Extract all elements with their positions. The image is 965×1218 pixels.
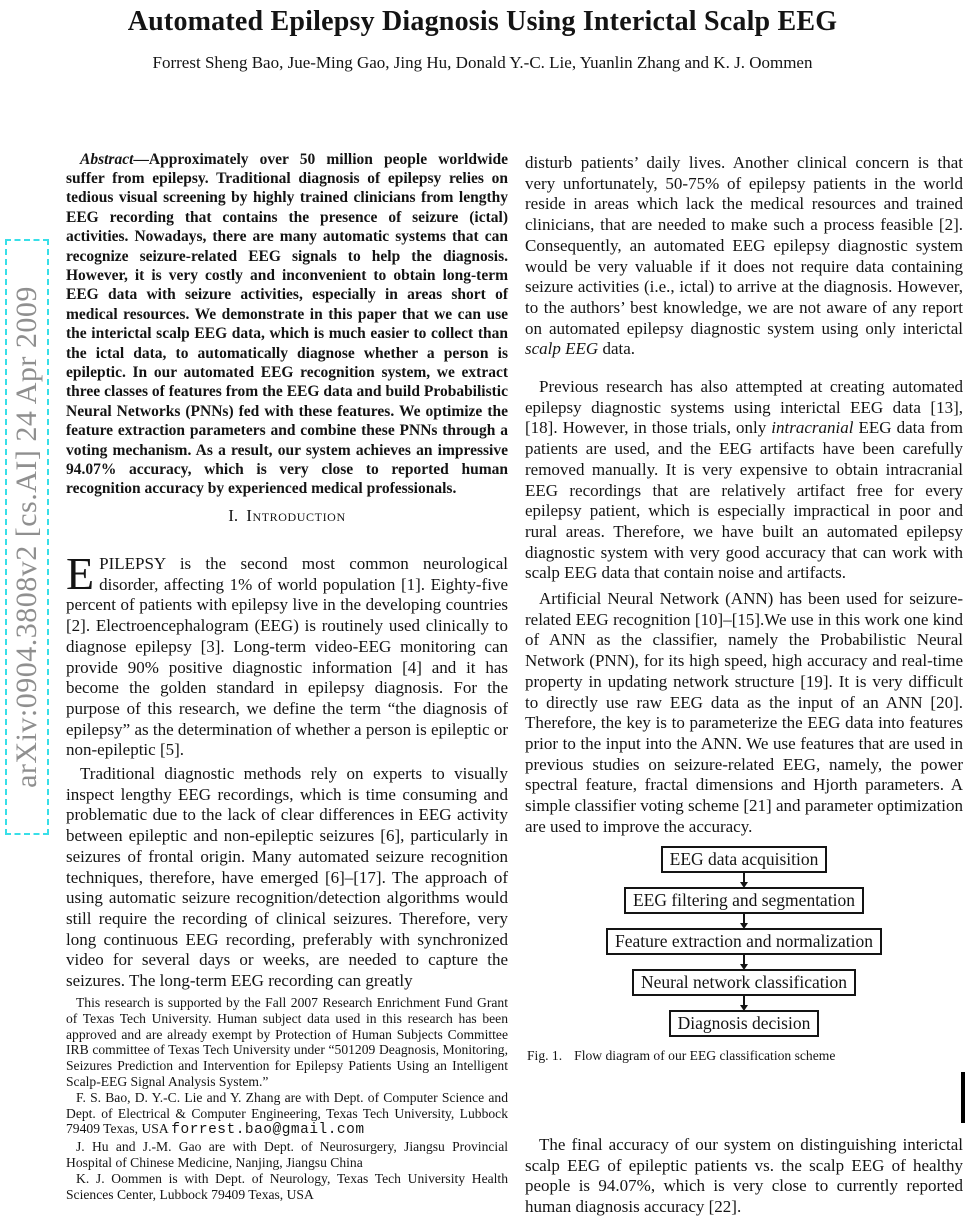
figure-1-caption-text: Flow diagram of our EEG classification scheme <box>574 1048 836 1063</box>
arxiv-id-label: arXiv:0904.3808v2 [cs.AI] 24 Apr 2009 <box>10 286 43 788</box>
section-number: I. <box>228 506 239 525</box>
section-title: Introduction <box>246 506 346 525</box>
paper-title: Automated Epilepsy Diagnosis Using Interictal Scalp EEG <box>127 6 838 37</box>
scan-artifact-bar <box>961 1072 965 1123</box>
flow-box-diagnosis-decision: Diagnosis decision <box>669 1010 820 1037</box>
figure-1-flow-diagram <box>525 846 963 1037</box>
flow-box-neural-network-classification: Neural network classification <box>632 969 856 996</box>
author-email: forrest.bao@gmail.com <box>171 1122 365 1139</box>
flow-box-feature-extraction: Feature extraction and normalization <box>606 928 882 955</box>
right-paragraph-1 <box>525 153 963 360</box>
abstract-paragraph <box>66 150 508 499</box>
right-paragraph-3: Artificial Neural Network (ANN) has been used for seizure-related EEG recognition [10]–[15].We use in this work one kind of ANN as the classifier, namely the Probabilistic Neural Network (PNN), for its high speed, high accuracy and real-time property in updating network structure [19]. It is very difficult to directly use raw EEG data as the input of an ANN [20]. Therefore, the key is to parameterize the EEG data into features prior to the input into the ANN. We use features that are used in previous studies on seizure-related EEG, namely, the power spectral feature, fractal dimensions and Hjorth parameters. A simple classifier voting scheme [21] and parameter optimization are used to improve the accuracy. <box>525 589 963 836</box>
abstract-text: —Approximately over 50 million people worldwide suffer from epilepsy. Traditional diagnosis of epilepsy relies on tedious visual screening by highly trained clinicians from lengthy EEG recording that contains the presence of seizure (ictal) activities. Nowadays, there are many automatic systems that can recognize seizure-related EEG signals to help the diagnosis. However, it is very costly and inconvenient to obtain long-term EEG data with seizure activities, especially in areas short of medical resources. We demonstrate in this paper that we can use the interictal scalp EEG data, which is much easier to collect than the ictal data, to automatically diagnose whether a person is epileptic. In our automated EEG recognition system, we extract three classes of features from the EEG data and build Probabilistic Neural Networks (PNNs) fed with these features. We optimize the feature extraction parameters and combine these PNNs through a voting mechanism. As a result, our system achieves an impressive 94.07% accuracy, which is very close to reported human recognition accuracy by experienced medical professionals. <box>66 150 508 498</box>
flow-box-eeg-data-acquisition: EEG data acquisition <box>661 846 828 873</box>
right-paragraph-2-pre: Previous research has also attempted at creating automated epilepsy diagnostic systems using interictal EEG data [13], [18]. However, in those trials, only <box>525 377 963 438</box>
flow-box-eeg-filtering-segmentation: EEG filtering and segmentation <box>624 887 864 914</box>
intracranial-italic: intracranial <box>771 418 854 438</box>
right-paragraph-2-post: EEG data from patients are used, and the EEG artifacts have been carefully removed manually. It is very expensive to obtain intracranial EEG recordings that are relatively artifact free for every epilepsy patient, which is especially impractical in poor and rural areas. Therefore, we have built an automated epilepsy diagnostic system with very good accuracy that can work with scalp EEG data that contain noise and artifacts. <box>525 418 963 583</box>
intro-paragraph-1-text: PILEPSY is the second most common neurological disorder, affecting 1% of world population [1]. Eighty-five percent of patients with epilepsy live in the developing countries [2]. Electroencephalogram (EEG) is routinely used clinically to diagnose epilepsy [3]. Long-term video-EEG monitoring can provide 90% positive diagnostic information [4] and it has become the golden standard in epilepsy diagnosis. For the purpose of this research, we define the term “the diagnosis of epilepsy” as the determination of whether a person is epileptic or non-epileptic [5]. <box>66 554 508 760</box>
drop-cap: E <box>66 548 95 599</box>
scalp-eeg-italic: scalp EEG <box>525 339 599 359</box>
right-paragraph-2 <box>525 377 963 584</box>
flow-arrow-down-icon <box>743 996 745 1005</box>
footnote-affiliation-1-text: F. S. Bao, D. Y.-C. Lie and Y. Zhang are with Dept. of Computer Science and Dept. of Electrical & Computer Engineering, Texas Tech University, Lubbock 79409 Texas, USA <box>66 1089 508 1137</box>
intro-paragraph-2: Traditional diagnostic methods rely on experts to visually inspect lengthy EEG recordings, which is time consuming and problematic due to the lack of clear differences in EEG activity between epileptic and non-epileptic seizures [6], particularly in seizures of frontal origin. Many automated seizure recognition techniques, therefore, have emerged [6]–[17]. The approach of using automatic seizure recognition/detection algorithms would still require the recording of clinical seizures. Therefore, very long continuous EEG recording, preferably with synchronized video for several days or weeks, are needed to capture the seizures. The long-term EEG recording can greatly <box>66 764 508 991</box>
footnote-affiliation-1 <box>66 1090 508 1139</box>
intro-paragraph-1 <box>66 548 508 761</box>
arxiv-watermark-box <box>5 239 49 835</box>
figure-1-caption-label: Fig. 1. <box>527 1048 563 1063</box>
footnote-funding: This research is supported by the Fall 2007 Research Enrichment Fund Grant of Texas Tech University. Human subject data used in this research has been approved and are already exempt by Protection of Human Subjects Committee IRB committee of Texas Tech University under “501209 Deagnosis, Monitoring, Seizures Prediction and Intervention for Epilepsy Patients Using an Intelligent Scalp-EEG Signal Analysis System.” <box>66 995 508 1089</box>
right-paragraph-1-pre: disturb patients’ daily lives. Another clinical concern is that very unfortunately, 50-75% of epilepsy patients in the world reside in areas which lack the medical resources and trained clinicians, that are needed to make such a process feasible [2]. Consequently, an automated EEG epilepsy diagnostic system would be very valuable if it does not require data containing seizure activities (i.e., ictal) to arrive at the diagnosis. However, to the authors’ best knowledge, we are not aware of any report on automated epilepsy diagnostic system using only interictal <box>525 153 963 338</box>
footnote-affiliation-3: K. J. Oommen is with Dept. of Neurology, Texas Tech University Health Sciences Center, Lubbock 79409 Texas, USA <box>66 1170 508 1202</box>
figure-1-caption <box>527 1048 965 1064</box>
flow-arrow-down-icon <box>743 955 745 964</box>
right-paragraph-1-post: data. <box>598 339 636 359</box>
flow-arrow-down-icon <box>743 873 745 882</box>
paper-authors: Forrest Sheng Bao, Jue-Ming Gao, Jing Hu, Donald Y.-C. Lie, Yuanlin Zhang and K. J. Oommen <box>152 53 813 72</box>
flow-arrow-down-icon <box>743 914 745 923</box>
section-heading-introduction <box>66 506 508 526</box>
abstract-label: Abstract <box>80 150 134 168</box>
right-final-paragraph: The final accuracy of our system on distinguishing interictal scalp EEG of epileptic patients vs. the scalp EEG of healthy people is 94.07%, which is very close to currently reported human diagnosis accuracy [22]. <box>525 1135 963 1217</box>
footnote-affiliation-2: J. Hu and J.-M. Gao are with Dept. of Neurosurgery, Jiangsu Provincial Hospital of Chinese Medicine, Nanjing, Jiangsu China <box>66 1139 508 1170</box>
footnotes-block <box>66 995 508 1202</box>
